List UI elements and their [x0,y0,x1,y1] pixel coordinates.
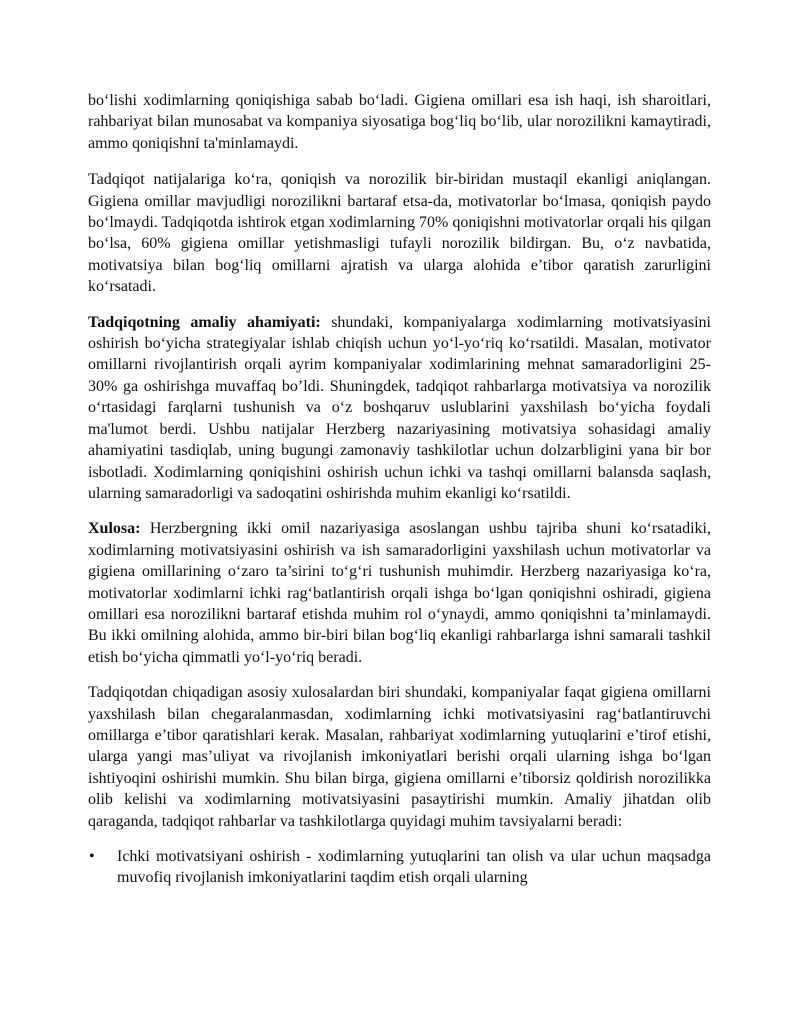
bullet-item [88,846,711,889]
paragraph-text: Tadqiqotdan chiqadigan asosiy xulosalardan biri shundaki, kompaniyalar faqat gigiena omillarni yaxshilash bilan chegaralanmasdan, xodimlarning ichki motivatsiyasini rag‘batlantiruvchi omillarga e’tibor qaratishlari kerak. Masalan, rahbariyat xodimlarning yutuqlarini e’tirof etishi, ularga yangi mas’uliyat va rivojlanish imkoniyatlari berishi orqali ularning ishga bo‘lgan ishtiyoqini oshirishi mumkin. Shu bilan birga, gigiena omillarni e’tiborsiz qoldirish norozilikka olib kelishi va xodimlarning motivatsiyasini pasaytirishi mumkin. Amaliy jihatdan olib qaraganda, tadqiqot rahbarlar va tashkilotlarga quyidagi muhim tavsiyalarni beradi: [88,684,711,830]
paragraph-1 [88,90,711,154]
paragraph-lead: Xulosa: [88,520,141,538]
paragraph-text: Herzbergning ikki omil nazariyasiga asoslangan ushbu tajriba shuni ko‘rsatadiki, xodimlarning motivatsiyasini oshirish va ish samaradorligini yaxshilash uchun motivatorlar va gigiena omillarining o‘zaro ta’sirini to‘g‘ri tushunish muhimdir. Herzberg nazariyasiga ko‘ra, motivatorlar xodimlarni ichki rag‘batlantirish orqali ishga bo‘lgan qoniqishni oshiradi, gigiena omillari esa norozilikni bartaraf etishda muhim rol o‘ynaydi, ammo qoniqishni ta’minlamaydi. Bu ikki omilning alohida, ammo bir-biri bilan bog‘liq ekanligi rahbarlarga ishni samarali tashkil etish bo‘yicha qimmatli yo‘l-yo‘riq beradi. [88,520,711,666]
document-page [88,90,711,889]
paragraph-text: shundaki, kompaniyalarga xodimlarning motivatsiyasini oshirish bo‘yicha strategiyalar ishlab chiqish uchun yo‘l-yo‘riq ko‘rsatildi. Masalan, motivator omillarni rivojlantirish orqali ayrim kompaniyalar xodimlarining mehnat samaradorligini 25-30% ga oshirishga muvaffaq bo’ldi. Shuningdek, tadqiqot rahbarlarga motivatsiya va norozilik o‘rtasidagi farqlarni tushunish va o‘z boshqaruv uslublarini yaxshilash bo‘yicha foydali ma'lumot berdi. Ushbu natijalar Herzberg nazariyasining motivatsiya sohasidagi amaliy ahamiyatini tasdiqlab, uning bugungi zamonaviy tashkilotlar uchun dolzarbligini yana bir bor isbotladi. Xodimlarning qoniqishini oshirish uchun ichki va tashqi omillarni balansda saqlash, ularning samaradorligi va sadoqatini oshirishda muhim ekanligi ko‘rsatildi. [88,313,712,502]
paragraph-practical-significance [88,312,711,505]
paragraph-text: bo‘lishi xodimlarning qoniqishiga sabab bo‘ladi. Gigiena omillari esa ish haqi, ish sharoitlari, rahbariyat bilan munosabat va kompaniya siyosatiga bog‘liq bo‘lib, ular norozilikni kamaytiradi, ammo qoniqishni ta'minlamaydi. [88,92,711,152]
paragraph-text: Tadqiqot natijalariga ko‘ra, qoniqish va norozilik bir-biridan mustaqil ekanligi aniqlangan. Gigiena omillar mavjudligi norozilikni bartaraf etsa-da, motivatorlar bo‘lmasa, qoniqish paydo bo‘lmaydi. Tadqiqotda ishtirok etgan xodimlarning 70% qoniqishni motivatorlar orqali his qilgan bo‘lsa, 60% gigiena omillar yetishmasligi tufayli norozilik bildirgan. Bu, o‘z navbatida, motivatsiya bilan bog‘liq omillarni ajratish va ularga alohida e’tibor qaratish zarurligini ko‘rsatadi. [88,171,711,296]
paragraph-2 [88,169,711,297]
paragraph-conclusion [88,518,711,668]
bullet-text: Ichki motivatsiyani oshirish - xodimlarning yutuqlarini tan olish va ular uchun maqsadga muvofiq rivojlanish imkoniyatlarini taqdim etish orqali ularning [117,848,711,887]
paragraph-lead: Tadqiqotning amaliy ahamiyati: [88,313,321,331]
bullet-marker: • [89,848,95,865]
paragraph-5 [88,682,711,832]
